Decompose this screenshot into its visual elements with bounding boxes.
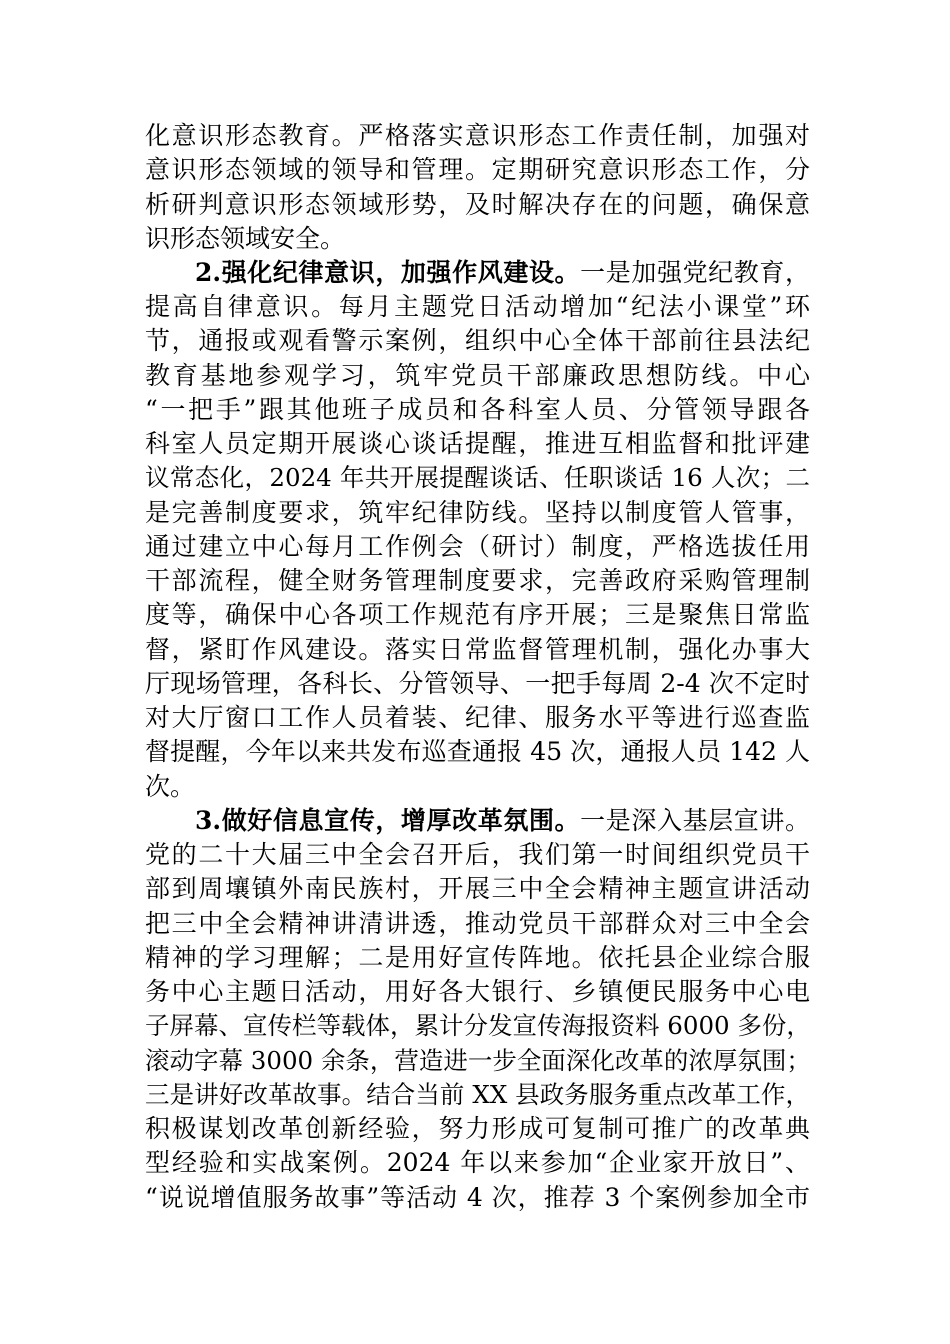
heading-line-rest: 一是加强党纪教育， (580, 258, 810, 287)
text-line: 子屏幕、宣传栏等载体，累计分发宣传海报资料 6000 多份， (145, 1011, 811, 1040)
section-heading-line (195, 804, 810, 838)
text-line: 议常态化，2024 年共开展提醒谈话、任职谈话 16 人次；二 (145, 463, 810, 492)
text-line: 意识形态领域的领导和管理。定期研究意识形态工作，分 (145, 155, 810, 184)
text-line: 化意识形态教育。严格落实意识形态工作责任制，加强对 (145, 121, 810, 150)
section-heading: 3.做好信息宣传，增厚改革氛围。 (195, 806, 581, 835)
text-line: 厅现场管理，各科长、分管领导、一把手每周 2-4 次不定时 (145, 669, 810, 698)
text-line: 督提醒，今年以来共发布巡查通报 45 次，通报人员 142 人 (145, 737, 810, 766)
text-line: 把三中全会精神讲清讲透，推动党员干部群众对三中全会 (145, 909, 810, 938)
text-line: 科室人员定期开展谈心谈话提醒，推进互相监督和批评建 (145, 429, 810, 458)
text-line: 部到周壤镇外南民族村，开展三中全会精神主题宣讲活动 (145, 874, 810, 903)
text-line: 型经验和实战案例。2024 年以来参加“企业家开放日”、 (145, 1148, 810, 1177)
text-line: 是完善制度要求，筑牢纪律防线。坚持以制度管人管事， (145, 498, 810, 527)
text-line: 析研判意识形态领域形势，及时解决存在的问题，确保意 (145, 190, 810, 219)
section-heading-line (195, 256, 810, 290)
text-line: 督，紧盯作风建设。落实日常监督管理机制，强化办事大 (145, 635, 810, 664)
text-line: 次。 (145, 772, 196, 801)
text-line: 党的二十大届三中全会召开后，我们第一时间组织党员干 (145, 840, 810, 869)
text-line: 三是讲好改革故事。结合当前 XX 县政务服务重点改革工作， (145, 1080, 810, 1109)
text-line: 滚动字幕 3000 余条，营造进一步全面深化改革的浓厚氛围； (145, 1046, 811, 1075)
text-line: 干部流程，健全财务管理制度要求，完善政府采购管理制 (145, 566, 810, 595)
text-line: 识形态领域安全。 (145, 224, 346, 253)
text-line: 对大厅窗口工作人员着装、纪律、服务水平等进行巡查监 (145, 703, 810, 732)
text-line: 通过建立中心每月工作例会（研讨）制度，严格选拔任用 (145, 532, 810, 561)
section-heading: 2.强化纪律意识，加强作风建设。 (195, 258, 581, 287)
text-line: 教育基地参观学习，筑牢党员干部廉政思想防线。中心 (145, 361, 810, 390)
text-line: “一把手”跟其他班子成员和各科室人员、分管领导跟各 (145, 395, 810, 424)
text-line: 度等，确保中心各项工作规范有序开展；三是聚焦日常监 (145, 600, 810, 629)
text-line: 务中心主题日活动，用好各大银行、乡镇便民服务中心电 (145, 977, 810, 1006)
text-line: 精神的学习理解；二是用好宣传阵地。依托县企业综合服 (145, 943, 810, 972)
text-line: “说说增值服务故事”等活动 4 次，推荐 3 个案例参加全市 (145, 1183, 810, 1212)
heading-line-rest: 一是深入基层宣讲。 (580, 806, 810, 835)
text-line: 提高自律意识。每月主题党日活动增加“纪法小课堂”环 (145, 292, 810, 321)
text-line: 节，通报或观看警示案例，组织中心全体干部前往县法纪 (145, 326, 810, 355)
text-line: 积极谋划改革创新经验，努力形成可复制可推广的改革典 (145, 1114, 810, 1143)
